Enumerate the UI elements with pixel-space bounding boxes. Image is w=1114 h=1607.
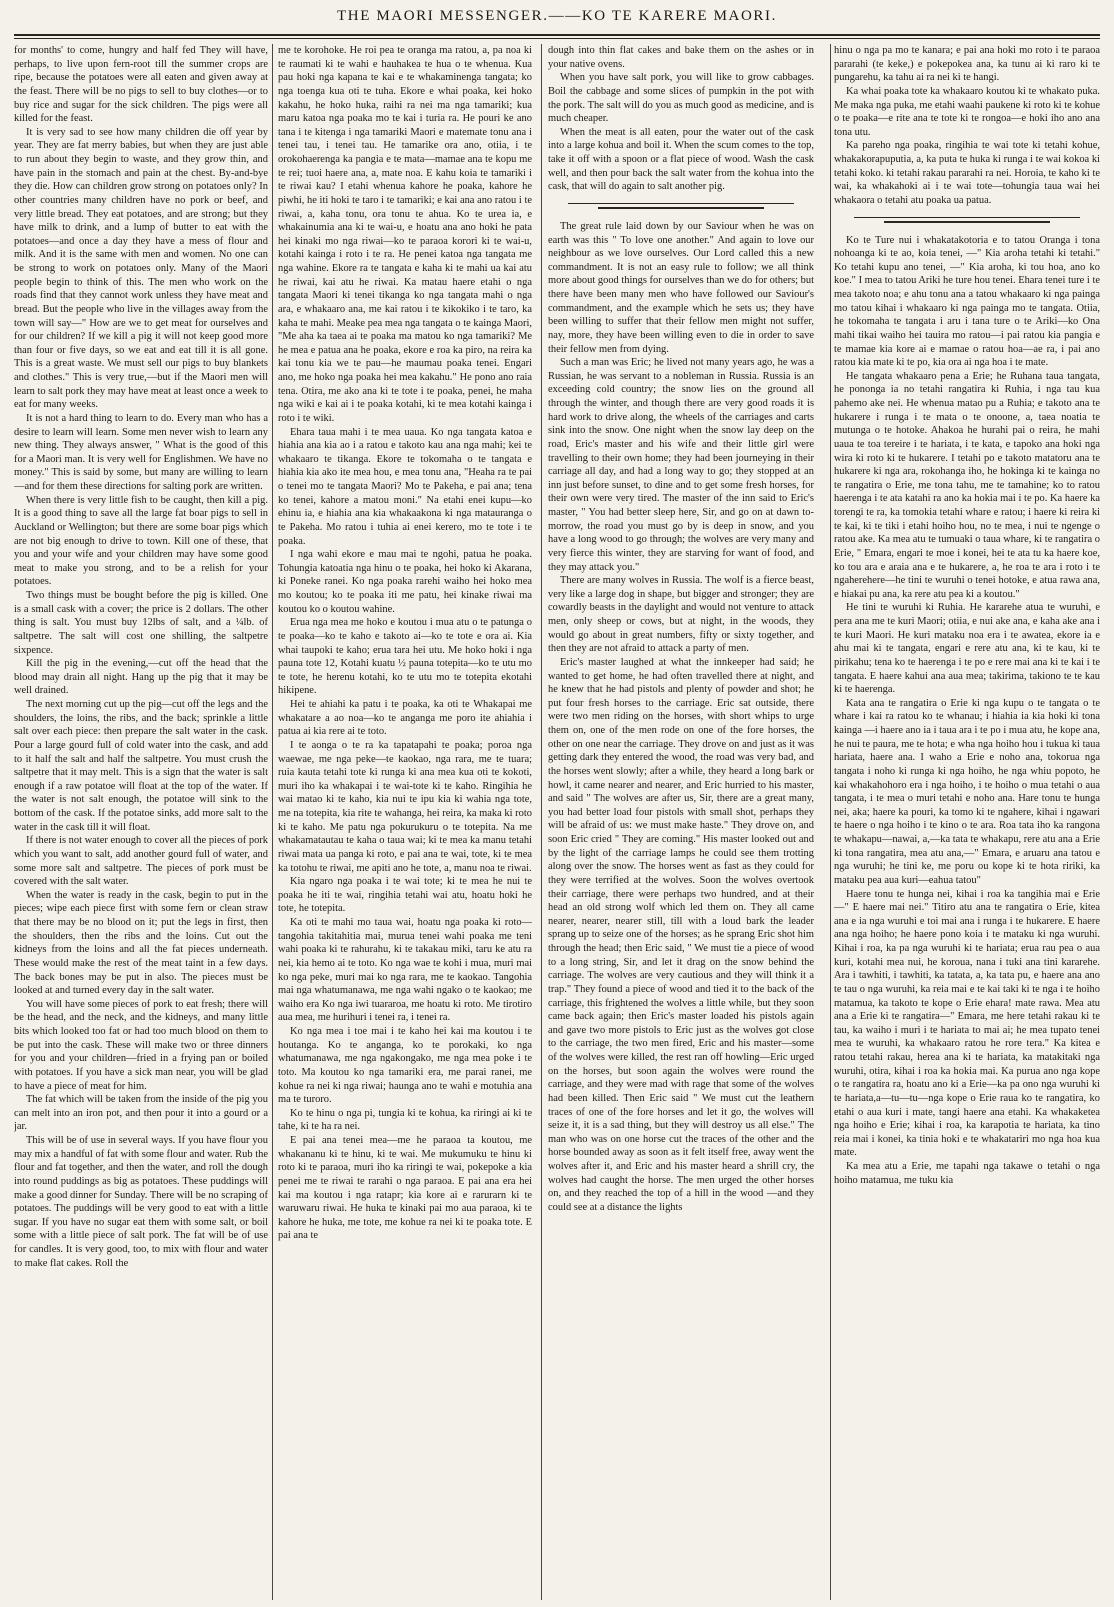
paragraph: The great rule laid down by our Saviour when he was on earth was this " To love one another." And again to love our neighbour as we love ourselves. Our Lord called this a new commandment. It is not an easy rule to follow; we all think more about good things for ourselves than we do for others; but there have been many men who have followed our Saviour's commandment, and the example which he sets us; they have been willing to suffer that their fellow men might not suffer, nay, more, they have been willing even to die in order to save their fellow men from dying.: [548, 220, 814, 355]
paragraph: When there is very little fish to be caught, then kill a pig. It is a good thing to save all the large fat boar pigs to sell in Auckland or Wellington; but there are some boar pigs which are not big enough to drive to town. Kill one of these, that you and your wife and your children may have some good meat to make you strong, and to be a relish for your potatoes.: [14, 494, 268, 588]
paragraph: Ka oti te mahi mo taua wai, hoatu nga poaka ki roto—tangohia takitahitia mai, murua tenei wahi poaka me teni wahi poaka ki te rahurahu, ki te takakau miki, taru ke atu ra nei, kia hemo ai te toto. Ko nga wae te kohi i mua, muri mai ko nga peke, muri mai ko nga rara, me te kaokao. Tangohia mai nga whatumanawa, me nga wahi ngako o te kaokao; me waiho era Ko nga iwi tuararoa, me hoatu ki roto. Me tirotiro aua mea, me hurihuri i tenei ra, i tenei ra.: [278, 917, 532, 1024]
paragraph: Ka whai poaka tote ka whakaaro koutou ki te whakato puka. Me maka nga puka, me etahi waahi paukene ki roto ki te kohue o te poaka—e rite ana te tote ki te rongoa—e hoki iho ano ana tona utu.: [834, 85, 1100, 138]
separator-line: [854, 217, 1080, 218]
column-maori-2: [834, 44, 1100, 1600]
paragraph: If there is not water enough to cover all the pieces of pork which you want to salt, add another gourd full of water, and some more salt and saltpetre. The pieces of pork must be covered with the salt water.: [14, 835, 268, 888]
paragraph: I te aonga o te ra ka tapatapahi te poaka; poroa nga waewae, me nga peke—te kaokao, nga rara, me te tuara; ruia kauta tetahi tote ki runga ki ana mea kua oti te kokoti, muri iho ka whakapai i te wai-tote ki te kaho. Ringihia he wai matao ki te kaho, kia nui te ipu kia ki wahia nga tote, me na totepita, kia rite te wahanga, hei reira, ka maka ki roto ki te kaho. Me patu nga pokurukuru o te totepita. Na me whakamatautau te kaha o taua wai; ki te mea ka manu tetahi riwai mata ua panga ki roto, e pai ana te wai, tote, ki te mea ka totohu te riwai, me apiti ano he tote, a, manu noa te riwai.: [278, 739, 532, 874]
paragraph: He tini te wuruhi ki Ruhia. He kararehe atua te wuruhi, e pera ana me te kuri Maori; otiia, e nui ake ana, e kaha ake ana i te kuri Maori. He kuri mataku noa era i te awatea, ekore ia e ahu mai ki te tangata, engari e rere atu ana, ki te kau, ki te pirikahu; tena ko te haerenga i te po e rere mai ana ki te kai i te tangata. E haere kahui ana aua mea; takirima, takiono te te kau ki te haerenga.: [834, 602, 1100, 696]
paragraph: Hei te ahiahi ka patu i te poaka, ka oti te Whakapai me whakatare a ao noa—ko te anganga me poro ite ahiahia i patua ai kia rere ai te toto.: [278, 699, 532, 738]
column-english-2: [548, 44, 814, 1600]
paragraph: Haere tonu te hunga nei, kihai i roa ka tangihia mai e Erie—" E haere mai nei." Titiro atu ana te rangatira o Erie, kitea ana e ia nga wuruhi e toi mai ana i runga i te hukarere. E haere ana nga hoiho; he haere pono koia i te mataku ki nga wuruhi. Kihai i roa, ka pa nga wuruhi ki te hariata; erua rau pea o aua kuri, kotahi mea nui, he koroua, nana i tuki ana tini kararehe. Ara i tawhiti, i tawhiti, ka tatata, a, ka tata pu, e haere ana ano te tau o nga wuruhi, ka reia mai e te kai taki ki te nga i te hoiho matamua, ka takoto te kope o Erie ehara! mate rawa. Mea atu ana a Erie ki te rangatira—" Emara, me here tetahi rakau ki te tau, ka waiho i muri i te hariata to mai ai; he mea tupato tenei mea te wuruhi, ka whakaaro ratou he rore tera." Ka kitea e ratou tetahi rakau, herea ana ki te hariata, ka matakitaki nga wuruhi, otira, kihai i roa ka hokia mai. Ka purua ano nga kope o te rangatira ra, hoatu ano ki a Erie—ka pa ono nga wuruhi ki te hariata,a—tu—tu—nga kope o Erie raua ko te rangatira, ko etahi o aua kuri i mate, tangi haere ana etahi. Ka whakaketea nga hoiho e Erie; kihai i roa, ka karapotia te hariata, ka tino reia mai i konei, ka tinia hoki e te whakatariri mo nga hoa kua mate.: [834, 888, 1100, 1159]
paragraph: I nga wahi ekore e mau mai te ngohi, patua he poaka. Tohungia katoatia nga hinu o te poaka, hei hoko ki Akarana, ki Poneke ranei. Ko nga poaka rarehi waiho hei hoko mea mo koutou; ko te poaka iti me patu, hei kinake riwai ma koutou ko o koutou wahine.: [278, 549, 532, 615]
paragraph: Such a man was Eric; he lived not many years ago, he was a Russian, he was servant to a nobleman in Russia. Russia is an exceeding cold country; the snow lies on the ground all through the winter, and though there are very good roads it is hard work to drive along, the wheels of the carriages and carts sink into the snow. One night when the snow lay deep on the road, Eric's master and his wife and their little girl were travelling to their own home; they had been journeying in their carriage all day, and had a long way to go; they stopped at an inn just before sunset, to dine and to get some fresh horses, for their own were very tired. The master of the inn said to Eric's master, " You had better sleep here, Sir, and go on at dawn to-morrow, the road you must go by is deep in snow, and you have a long wood to go through; the wolves are very many and very fierce this winter, they are starving for want of food, and they may attack you.": [548, 357, 814, 573]
column-english-1: [14, 44, 268, 1600]
paragraph: It is not a hard thing to learn to do. Every man who has a desire to learn will learn. Some men never wish to learn any new thing. They always answer, " What is the good of this for a Maori man. It is very well for Englishmen. We have no money." This is said by some, but many are willing to learn—and for them these directions for salting pork are written.: [14, 412, 268, 492]
masthead-rule-thin: [14, 38, 1100, 39]
paragraph: You will have some pieces of pork to eat fresh; there will be the head, and the neck, and the kidneys, and many little bits which looked too fat or had too much blood on them to be put into the cask. These will make two or three dinners for you and your children—fried in a frying pan or boiled with potatoes. If you have a sick man near, you will be glad to have a piece of meat for him.: [14, 998, 268, 1092]
paragraph: It is very sad to see how many children die off year by year. They are fat merry babies, but when they are just able to run about they begin to waste, and they grow thin, and have pain in the stomach and pain at the chest. By-and-bye they die. How can children grow strong on potatoes only? In other countries many children have no pork or beef, and very little bread. They eat potatoes, and are strong; but they have milk to drink, and a lump of butter to eat with the potatoes—and once a day they have a mess of flour and milk. And it is the same with men and women. No one can be strong to work on potatoes only. Many of the Maori people begin to think of this. The men who work on the roads find that they cannot work unless they have meat and bread. But the people who live in the villages away from the town will say—" How are we to get meat for ourselves and for our children? If we kill a pig it will not keep good more than four or five days, so we eat and eat till it is all gone. This is a great waste. We must sell our pigs to buy blankets and clothes." This is very true,—but if the Maori men will learn to salt pork they may have meat at least once a week to eat for many weeks.: [14, 126, 268, 411]
section-separator: [548, 194, 814, 220]
paragraph: hinu o nga pa mo te kanara; e pai ana hoki mo roto i te paraoa pararahi (te keke,) e pokepokea ana, ka tunu ai ki raro ki te pungarehu, ka tahu ai ra nei ki te hangi.: [834, 45, 1100, 84]
paragraph: Ko nga mea i toe mai i te kaho hei kai ma koutou i te houtanga. Ko te anganga, ko te porokaki, ko nga whatumanawa, me nga ngakongako, me nga mea poke i te toto. Ma koutou ko nga tamariki era, me parai ranei, me kohue ra nei ki nga riwai; haunga ano te wahi e motuhia ana ma te turoro.: [278, 1026, 532, 1106]
paragraph: Kill the pig in the evening,—cut off the head that the blood may drain all night. Hang up the pig that it may be well drained.: [14, 658, 268, 697]
paragraph: Ka mea atu a Erie, me tapahi nga takawe o tetahi o nga hoiho matamua, me tuku kia: [834, 1161, 1100, 1186]
paragraph: When the meat is all eaten, pour the water out of the cask into a large kohua and boil it. When the scum comes to the top, take it off with a spoon or a flat piece of wood. Wash the cask well, and then pour back the salt water from the kohua into the cask, that will do again to salt another pig.: [548, 126, 814, 193]
paragraph: When you have salt pork, you will like to grow cabbages. Boil the cabbage and some slices of pumpkin in the pot with the pork. The salt will do you as much good as medicine, and is much cheaper.: [548, 72, 814, 125]
section-separator: [834, 208, 1100, 234]
paragraph: Ko te hinu o nga pi, tungia ki te kohua, ka riringi ai ki te tahe, ki te ha ra nei.: [278, 1107, 532, 1133]
paragraph: Ka pareho nga poaka, ringihia te wai tote ki tetahi kohue, whakakorapuputia, a, ka puta te huka ki runga i te wai kokoa ki tetahi koko. ki tetahi rakau pararahi ra nei. Horoia, te kaho ki te wai, ka whakahoki ai i te wai tote—tohungia taua wai hei whakaora o tetahi atu poaka ua patua.: [834, 140, 1100, 206]
paragraph: He tangata whakaaro pena a Erie; he Ruhana taua tangata, he pononga ia no tetahi rangatira ki Ruhia, i nga tau kua pahemo ake nei. He whenua matao pu a Ruhia; e takoto ana te hukarere i runga i te mata o te onoone, a, taea noatia te mutunga o te hotoke. Ahakoa he hurahi pai o reira, he mahi uaua te toa tereire i te hariata, i te kata, e tapoko ana hoki nga wira ki roto ki te hukarere. I tetahi po e takoto matatoru ana te hukarere ki nga ara, rokohanga iho, he hokinga ki te kainga no te rangatira o Erie, me tona tahu, me te tamahine; ko to ratou haerenga i te ata katahi ra ano ka hokia mai i te po. Ka haere ka torengi te ra, ka tomokia tetahi whare e ratou; i haere ki reira ki te kai, ki te tiki i etahi hoiho hou, no te mea, i nui te ngenge o ratou ake. Ka mea atu te tumuaki o taua whare, ki te rangatira o Erie, " Emara, engari te moe i konei, hei te ata tu ka haere koe, ko tou ara e araia ana e te hukarere, a, he roa te ara i roto i te ngaherehere—he tini te wuruhi o tenei hotoke, e atua rawa ana, e hiakai pu ana, ka rere atu pea ki a koutou.": [834, 370, 1100, 600]
masthead: THE MAORI MESSENGER.——KO TE KARERE MAORI.: [337, 8, 777, 24]
paragraph: The next morning cut up the pig—cut off the legs and the shoulders, the loins, the ribs, and the back; sprinkle a little salt over each piece: then prepare the salt water in the cask. Pour a large gourd full of cold water into the cask, and add to it half the salt and half the saltpetre. You must crush the saltpetre that it may melt. This is a sign that the water is salt enough if a raw potatoe will float at the top of the water. If the water is not salt enough, the potatoe will sink to the bottom of the cask. If the potatoe sinks, add more salt to the water in the cask till it will float.: [14, 699, 268, 833]
paragraph: for months' to come, hungry and half fed They will have, perhaps, to live upon fern-root till the summer crops are ripe, because the potatoes were all eaten and given away at the feast. There will be no pigs to sell to buy clothes—or to buy rice and sugar for the sick children. The pigs were all killed for the feast.: [14, 45, 268, 125]
paragraph: E pai ana tenei mea—me he paraoa ta koutou, me whakananu ki te hinu, ki te wai. Me mukumuku te hinu ki roto ki te paraoa, muri iho ka riringi te wai, pokepoke a kia penei me te riwai te rarahi o nga paraoa. E pai ana era hei kai ma koutou i nga ratapr; kia kore ai e rarurarn ki te waruwaru riwai. He huka te kinaki pai mo aua paraoa, ki te kahore he huka, me tote, me kohue ra nei ki te poaka tote. E pai ana te: [278, 1135, 532, 1242]
separator-line: [598, 207, 764, 209]
columns: [14, 44, 1100, 1600]
paragraph: dough into thin flat cakes and bake them on the ashes or in your native ovens.: [548, 45, 814, 70]
paragraph: Ko te Ture nui i whakatakotoria e to tatou Oranga i tona nohoanga ki te ao, koia tenei, —" Kia aroha tetahi ki tetahi." Ko tetahi kupu ano tenei, —" Kia aroha, ki tou hoa, ano ko koe." I mea to tatou Ariki he ture hou tenei. Ehara tenei ture i te mea takoto noa; e ahu tonu ana a tatou whakaaro ki nga painga mo tatou kihai i whakaaro ki nga painga mo te tangata. Otiia, he tokomaha te tangata i aru i tana ture o te Ariki—ko Ona mahi tikai waiho hei tauira mo ratou—i pai ratou kia pangia e te mamae kia kore ai e mamae o ratou hoa—ae ra, i pai ano ratou kia mate ki te po, kia ora ai nga hoa i te mate.: [834, 234, 1100, 369]
paragraph: me te korohoke. He roi pea te oranga ma ratou, a, pa noa ki te raumati ki te wahi e hauhakea te hua o te whenua. Kua pau hoki nga kapana te kai e te whakaminenga tangata; ko nga toenga kua oti te tuha. Ekore e whai poaka, kei hoko kakahu, he hoko huka, raihi ra nei ma nga tamariki; kua maru katoa nga poaka mo te kai i turia ra. He pouri ke ano tana i te kitenga i nga tamariki Maori e matemate tonu ana i tenei tau, i tenei tau. He tamarike ora ano, otiia, i te orokohaerenga ka pangia e te mata—mamae ana te kopu me te rei; tuoi haere ana, a, mate noa. E kahu koia te tamariki i te riwai kau? I etahi whenua kahore he poaka, kahore he piwhi, he iti hoki te taro i te tamariki; e kai ana ano ratou i te riwai, a, kaha tonu, ora tonu te ahua. Ko te urea ia, e whakainumia ana ki te wai-u, e hoatu ana ano hoki he pata hei kinaki mo nga riwai—ko te paraoa korori ki te wai-u, kotahi kainga i roto i te ra. He penei katoa nga tangata me nga wahine. Ekore ra te tangata e kaha ki te mahi ua kai atu he riwai, kai atu he riwai. Ka matau haere etahi o nga tangata Maori ki tenei tikanga ko nga tangata mahi o nga ara, e whakaaro ana, me kai ratou i te kikokiko i te taro, ka kaha te mahi. Meake pea mea nga tangata o te kainga Maori, "Me aha ka taea ai te poaka ma matou ko nga tamariki? Me he mea e patua ana he poaka, ekore e roa ka piro, na reira ka kai tonu kia we te pau—he maumau poaka tenei. Engari ano, me hoko nga poaka hei mea kakahu." He pono ano raia tena. Otira, me ako ana ki te tote i te poaka, penei, he maha nga wiki e kai ai i te poaka kotahi, ki te mea kotahi kainga i roto i te wiki.: [278, 45, 532, 424]
paragraph: This will be of use in several ways. If you have flour you may mix a handful of fat with some flour and water. Rub the flour and fat together, and then the water, and roll the dough into round puddings as big as potatoes. These puddings will make a good dinner for Sunday. There will be no scraping of potatoes. The puddings will be very good to eat with a little sugar. If you have no sugar eat them with some salt, or boil some with a little piece of salt pork. The fat will be of use for candles. It is very good, too, to mix with flour and water to make flat cakes. Roll the: [14, 1135, 268, 1269]
paragraph: There are many wolves in Russia. The wolf is a fierce beast, very like a large dog in shape, but bigger and stronger; they are cowardly beasts in the daylight and would not venture to attack men, only sheep or cows, but at night, in the woods, they would go about in great numbers, fifty or sixty together, and then they are not afraid to attack a party of men.: [548, 575, 814, 655]
masthead-rule: [14, 34, 1100, 36]
separator-line: [568, 203, 794, 204]
column-maori-1: [278, 44, 532, 1600]
separator-line: [884, 221, 1050, 223]
paragraph: The fat which will be taken from the inside of the pig you can melt into an iron pot, and then pour it into a gourd or a jar.: [14, 1094, 268, 1133]
paragraph: When the water is ready in the cask, begin to put in the pieces; wipe each piece first with some fern or clean straw that there may be no blood on it; put the legs in first, then the shoulders, then the ribs and the loins. Cut out the kidneys from the loins and all the fat pieces underneath. These would make the rest of the meat taint in a few days. The back bones may be put in also. The pieces must be looked at and turned every day in the salt water.: [14, 889, 268, 997]
paragraph: Kia ngaro nga poaka i te wai tote; ki te mea he nui te poaka he iti te wai, ringihia tetahi wai atu, hoatu hoki he tote, he totepita.: [278, 876, 532, 915]
paragraph: Kata ana te rangatira o Erie ki nga kupu o te tangata o te whare i kai ra ratou ko te whanau; i hiahia ia kia hoki ki tona kainga —i haere ano ia i taua ara i te po i mua atu, he kope ana, he nui te paura, me te hota; e wha nga hoiho hou i tukua ki taua hariata, haere ana. I waho a Erie e noho ana, tokorua nga tangata i noho ki runga ki nga hoiho, he nga whiu popoto, he kai whakahohoro era i nga hoiho, i te hoiho o mua tetahi o aua tangata, i te mea o muri tetahi e noho ana. Hare tonu te hunga nei, aka; haere ka pouri, ka tomo ki te ngahere, kihai i ngawari te haere o nga hoiho i te kino o te ara. Roa tata iho ka rangona te whakapu—nawai, a,—ka tata te whakapu, rere atu ana a Erie ki tona rangatira, mea atu ana,—" Emara, e aruaru ana tatou e nga wuruhi; he tini ke, me poru ou kope ki te hota ririki, ka mataku pea aua kuri—eahua tatou": [834, 697, 1100, 886]
paragraph: Erua nga mea me hoko e koutou i mua atu o te patunga o te poaka—ko te kaho e takoto ai—ko te tote e ora ai. Kia whai taupoki te kaho; erua tara hei utu. Me hoko hoki i nga pauna tote 12, Kotahi kuatu ½ pauna totepita—ko te utu mo te tote, he herenu kotahi, ko te utu mo te totepita ekotahi hikipene.: [278, 617, 532, 697]
paragraph: Two things must be bought before the pig is killed. One is a small cask with a cover; the price is 2 dollars. The other thing is salt. You must buy 12lbs of salt, and a ¼lb. of saltpetre. The salt will cost one shilling, the saltpetre sixpence.: [14, 590, 268, 656]
paragraph: Ehara taua mahi i te mea uaua. Ko nga tangata katoa e hiahia ana kia ao i a ratou e takoto kau ana nga mahi; kei te whakaaro te tikanga. Ekore te tokomaha o te tangata e hiahia kia ako ite mea hou, e mea tonu ana, "Heaha ra te pai o tenei mo te tangata Maori? Mo te Pakeha, e pai ana; tena ko tenei, kahore a matou moni." Na etahi enei kupu—ko ehinu ia, e hiahia ana kia whakaakona ki nga matauranga o te Pakeha. Mo ratou i tuhia ai enei kerero, mo te tote i te poaka.: [278, 426, 532, 547]
paragraph: Eric's master laughed at what the innkeeper had said; he wanted to get home, he had often travelled there at night, and he knew that he had pistols and plenty of powder and shot; he put four fresh horses to the carriage. Eric sat outside, there were two men riding on the horses, with short whips to urge them on, one of the men rode on one of the fore horses, the other on one near the carriage. They drove on and just as it was getting dark they entered the wood, the road was very bad, and the horses went slowly; after a while, they heard a long bark or howl, it came nearer and nearer, and Eric hurried to his master, and said " The wolves are after us, Sir, there are a great many, you had better load four pistols with small shot, perhaps they will be afraid of us: we must make haste." They drove on, and soon Eric cried " They are coming." His master looked out and by the light of the carriage lamps he could see them trotting along over the snow. The horses went as fast as they could for they were terrified at the wolves. Soon the wolves overtook their carriage, there were perhaps two hundred, and at their head an old strong wolf which led them on. They all came nearer, nearer, nearer still, till with a loud bark the leader sprang up to seize one of the horses; as he sprang Eric shot him through the head; then Eric said, " We must tie a piece of wood to a long string, Sir, and let it drag on the snow behind the carriage. The wolves are very cautious and they will think it a trap." They found a piece of wood and tied it to the back of the carriage, this frightened the wolves a little while, but they soon came back again; then Eric's master loaded his pistols again and gave two more pistols to Eric just as the wolves got close to the carriage, the two men fired, Eric and his master—some of the wolves were killed, the rest ran off howling—Eric urged on the horses, but soon again the wolves were round the carriage, and they were mad with rage that some of the wolves had been killed. Then Eric said " We must cut the leathern traces of one of the fore horses and let it go, the wolves will seize it, it is a sad thing, but they will destroy us all else." The man who was on one horse cut the traces of the other and the horse bounded away as soon as it felt itself free, away went the wolves after it, and Eric and his master heard a shrill cry, the wolves had caught the horse. The men urged the other horses on, and they reached the top of a hill in the wood —and they could see at a distance the lights: [548, 656, 814, 1213]
